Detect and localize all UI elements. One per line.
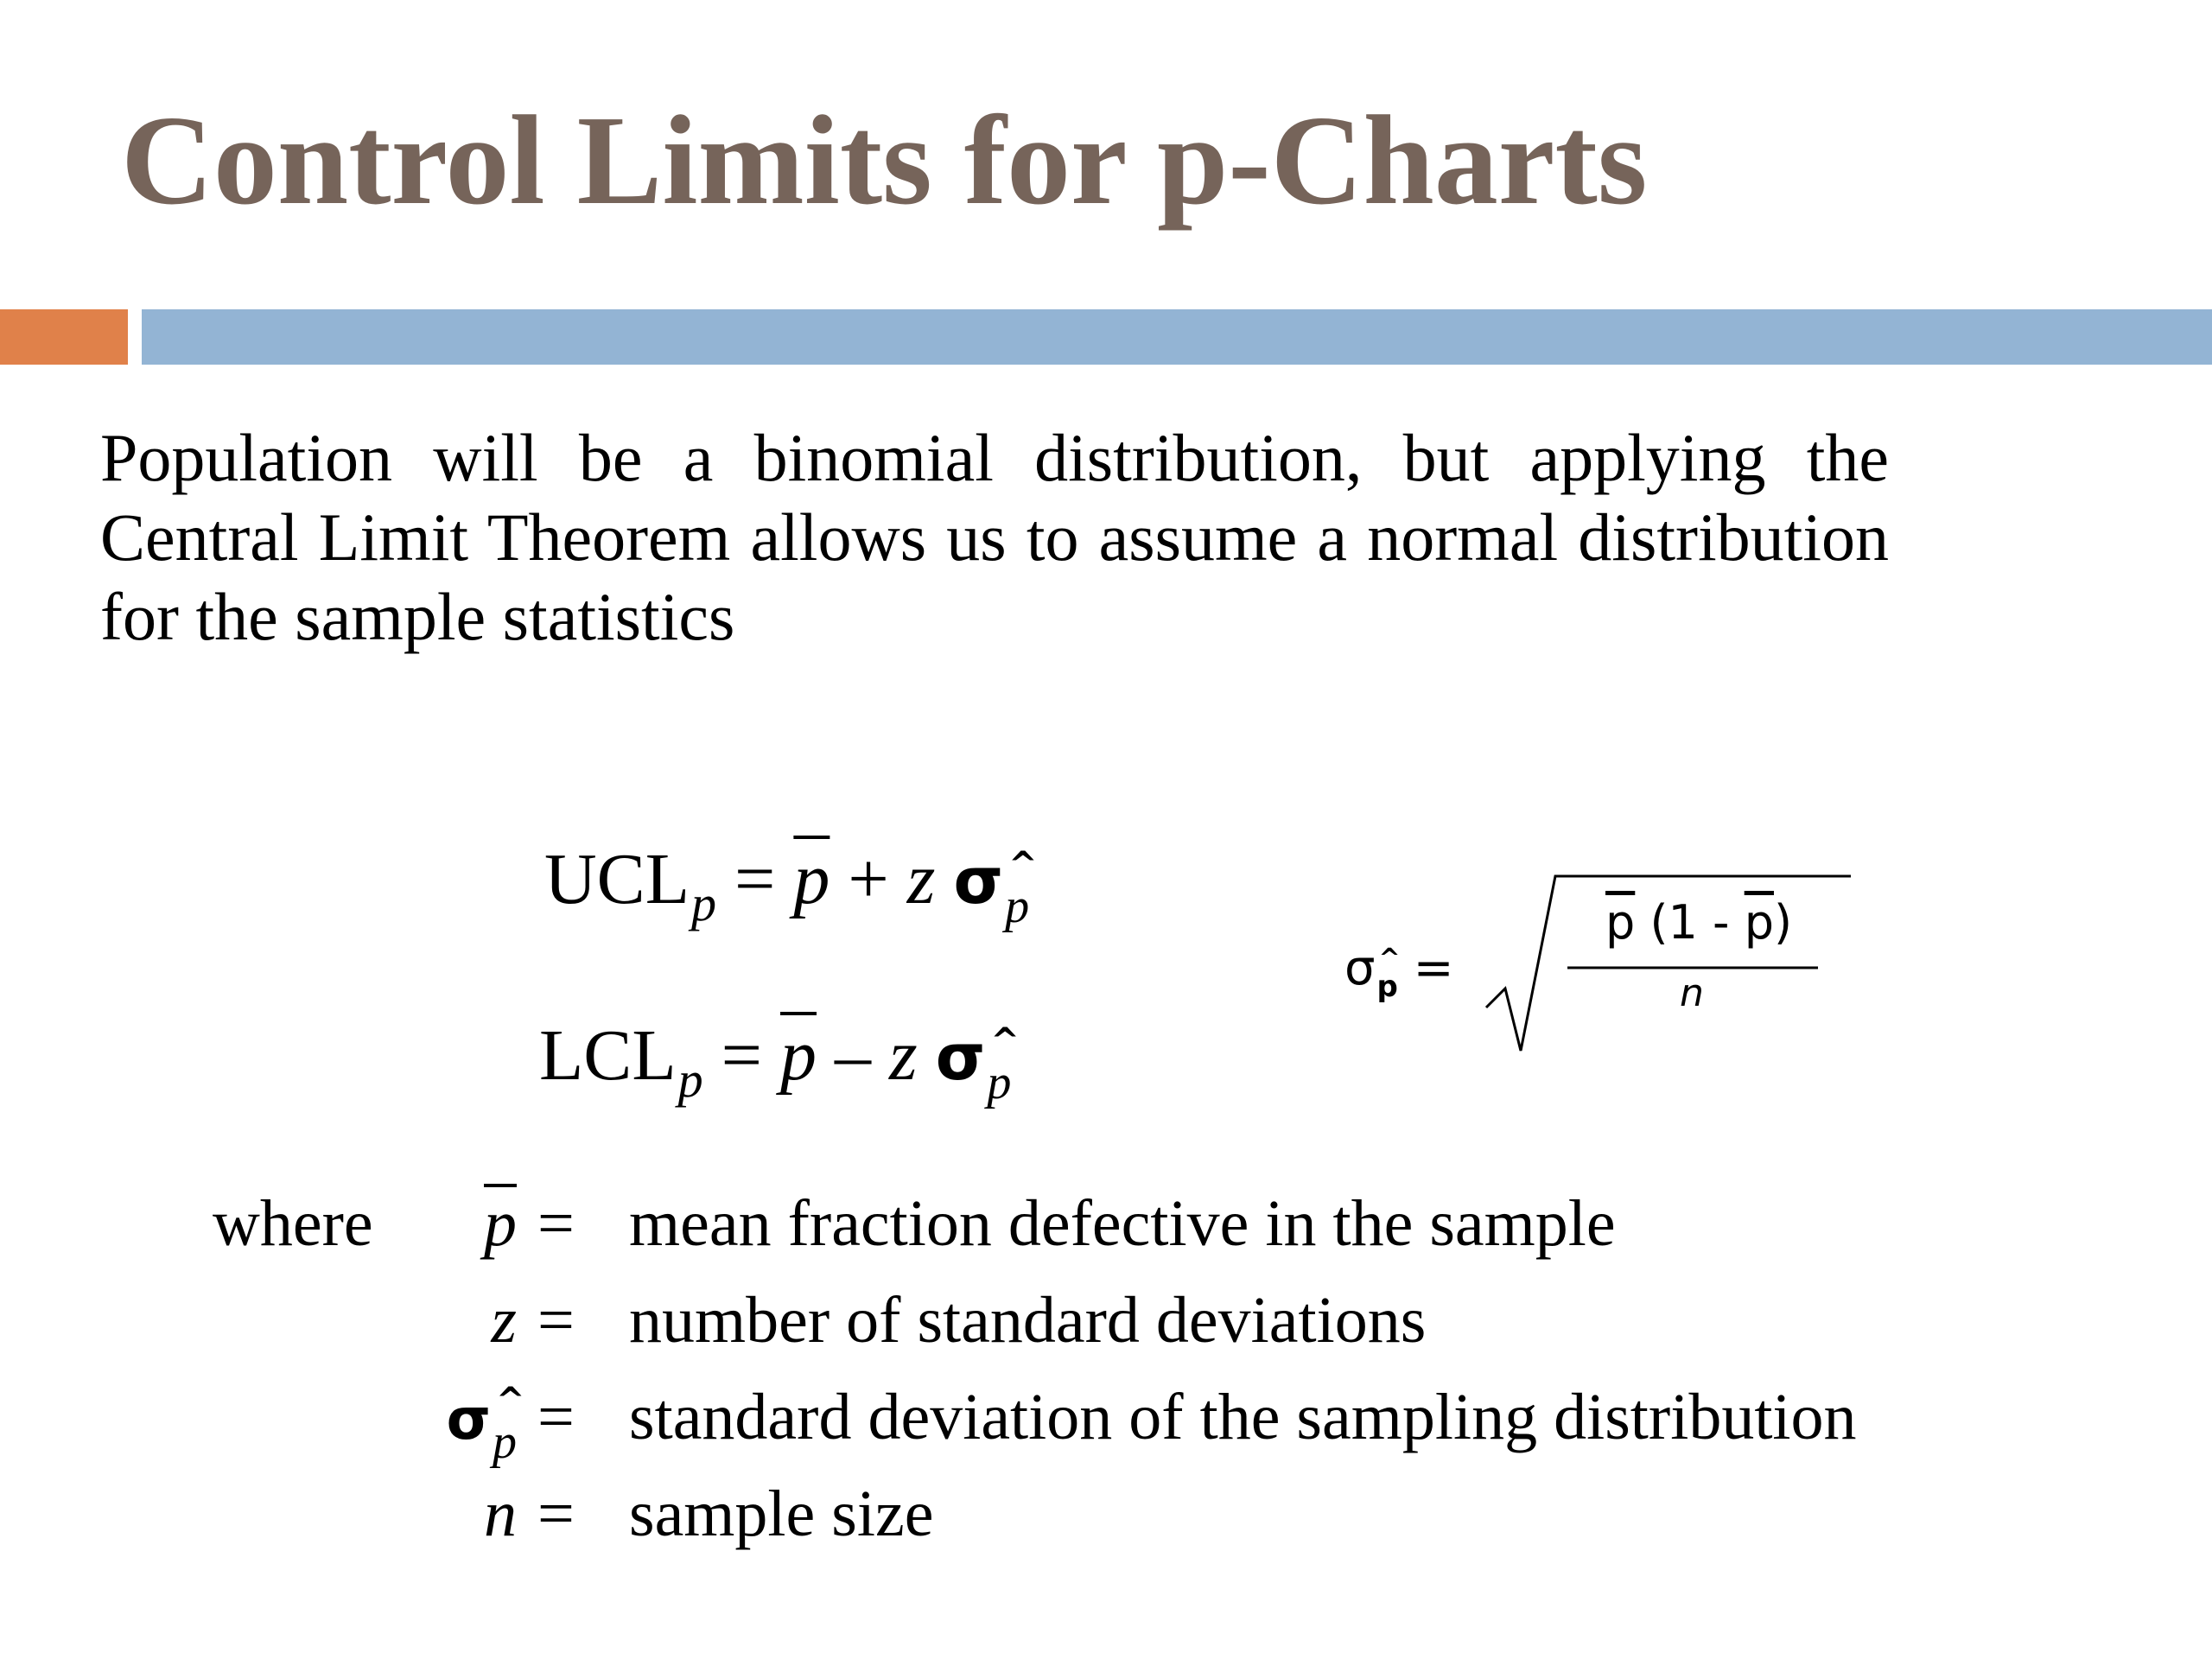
lcl-z: z xyxy=(889,1015,918,1096)
definition-text: sample size xyxy=(629,1478,934,1550)
num-pbar-2: $\overline{p}$ xyxy=(1744,895,1774,950)
definition-symbol xyxy=(484,1478,517,1550)
lcl-formula xyxy=(539,1015,1020,1109)
lcl-label: LCL xyxy=(539,1015,677,1096)
sigma-def-sigma: σ xyxy=(1344,940,1376,996)
definition-row xyxy=(0,1187,2212,1277)
ucl-pbar: $\overline{p}$ xyxy=(793,839,830,919)
definition-text: number of standard deviations xyxy=(629,1284,1427,1357)
lcl-sigma-subscript xyxy=(987,1021,1020,1109)
definition-equals: = xyxy=(537,1381,575,1453)
sigma-symbol-sub-p: p xyxy=(493,1415,517,1469)
sigma-def-subscript xyxy=(1376,944,1401,1004)
definition-row xyxy=(0,1381,2212,1471)
definition-symbol xyxy=(491,1284,517,1357)
title-divider-bar xyxy=(142,309,2212,365)
where-label: where xyxy=(213,1187,373,1260)
lcl-minus: – xyxy=(835,1015,872,1096)
sigma-definition-lhs xyxy=(1344,940,1454,1004)
ucl-sigma-subscript xyxy=(1005,845,1038,933)
definition-row xyxy=(0,1478,2212,1567)
ucl-equals: = xyxy=(734,839,776,919)
sigma-def-hat: ^ xyxy=(1378,944,1401,974)
z-symbol: z xyxy=(491,1284,517,1357)
definition-text: mean fraction defective in the sample xyxy=(629,1187,1616,1260)
sigma-symbol: σ xyxy=(446,1386,491,1452)
sigma-def-denominator: n xyxy=(1680,971,1704,1015)
definition-equals: = xyxy=(537,1187,575,1260)
ucl-subscript: p xyxy=(691,875,716,931)
num-end: ) xyxy=(1773,895,1793,950)
sigma-symbol-subscript xyxy=(493,1381,525,1469)
definition-text: standard deviation of the sampling distribution xyxy=(629,1381,1857,1453)
ucl-z: z xyxy=(906,839,936,919)
definition-equals: = xyxy=(537,1284,575,1357)
definition-equals: = xyxy=(537,1478,575,1550)
pbar-symbol: $\overline{p}$ xyxy=(484,1187,517,1260)
title-accent-bar xyxy=(0,309,128,365)
num-middle: (1 - xyxy=(1635,895,1745,950)
ucl-plus: + xyxy=(848,839,889,919)
definition-row xyxy=(0,1284,2212,1374)
ucl-formula xyxy=(544,839,1038,933)
ucl-sigma: σ xyxy=(953,844,1004,918)
n-symbol: n xyxy=(484,1478,517,1550)
lcl-sigma-sub-p: p xyxy=(987,1056,1012,1109)
slide-title: Control Limits for p-Charts xyxy=(121,90,1648,232)
definition-symbol xyxy=(484,1187,517,1260)
intro-paragraph: Population will be a binomial distribution, but applying the Central Limit Theorem allows us to assume a normal distribution for the sample statistics xyxy=(100,420,1889,654)
sigma-def-equals: = xyxy=(1413,940,1454,996)
ucl-hat: ^ xyxy=(1008,845,1038,885)
lcl-hat: ^ xyxy=(990,1021,1020,1061)
sigma-def-numerator xyxy=(1605,895,1792,950)
num-pbar-1: $\overline{p}$ xyxy=(1605,895,1636,950)
sigma-symbol-hat: ^ xyxy=(496,1381,525,1421)
lcl-subscript: p xyxy=(677,1052,703,1108)
lcl-equals: = xyxy=(721,1015,763,1096)
ucl-label: UCL xyxy=(544,839,690,919)
sigma-def-sub-p: p xyxy=(1376,969,1398,1004)
lcl-sigma: σ xyxy=(935,1020,986,1095)
lcl-pbar: $\overline{p}$ xyxy=(780,1015,817,1096)
definition-symbol xyxy=(446,1381,525,1469)
ucl-sigma-sub-p: p xyxy=(1005,880,1030,933)
